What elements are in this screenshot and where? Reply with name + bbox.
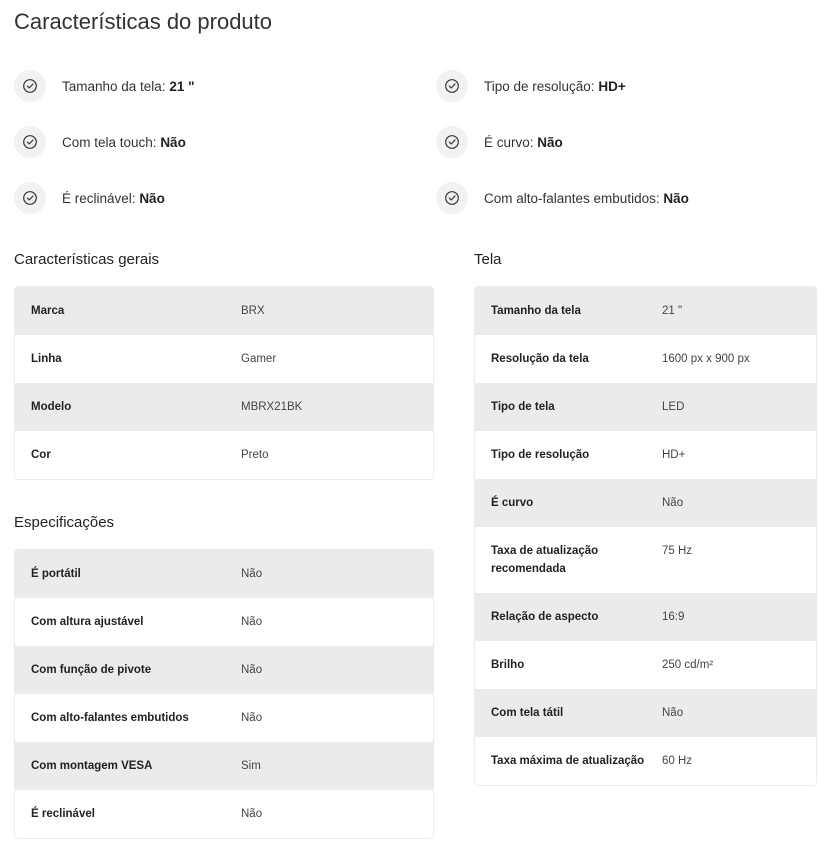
table-row [15, 646, 433, 694]
highlight-label: É reclinável: [62, 190, 136, 206]
spec-value: 16:9 [662, 611, 685, 623]
specs-table [14, 549, 434, 839]
spec-key: Com altura ajustável [31, 616, 144, 628]
spec-key: É reclinável [31, 808, 95, 820]
table-row [15, 335, 433, 383]
highlight-curved [436, 125, 563, 159]
table-row [475, 641, 816, 689]
spec-key: Linha [31, 353, 62, 365]
general-specs-table [14, 286, 434, 480]
page-title: Características do produto [14, 9, 273, 34]
spec-key: Tipo de tela [491, 401, 555, 413]
spec-key: Resolução da tela [491, 353, 589, 365]
spec-key: É portátil [31, 568, 81, 580]
highlight-label: Com tela touch: [62, 134, 157, 150]
spec-value: Não [241, 664, 263, 676]
check-circle-icon [436, 126, 468, 158]
table-row [475, 689, 816, 737]
spec-key: Taxa de atualização recomendada [491, 545, 599, 575]
spec-value: BRX [241, 305, 265, 317]
spec-value: Não [241, 808, 263, 820]
section-title-screen: Tela [474, 251, 502, 268]
highlight-value: Não [663, 190, 689, 206]
spec-key: Com função de pivote [31, 664, 152, 676]
highlight-label: Tamanho da tela: [62, 78, 166, 94]
spec-value: Preto [241, 449, 269, 461]
table-row [15, 550, 433, 598]
table-row [15, 694, 433, 742]
spec-value: Não [241, 568, 263, 580]
spec-key: Com tela tátil [491, 707, 564, 719]
spec-value: Não [662, 497, 684, 509]
highlight-value: Não [139, 190, 165, 206]
spec-key: É curvo [491, 497, 534, 509]
spec-value: 1600 px x 900 px [662, 353, 750, 365]
highlight-label: Com alto-falantes embutidos: [484, 190, 660, 206]
spec-key: Cor [31, 449, 51, 461]
highlight-reclinable [14, 181, 165, 215]
highlight-resolution-type [436, 69, 626, 103]
table-row [15, 287, 433, 335]
spec-key: Com montagem VESA [31, 760, 153, 772]
spec-key: Brilho [491, 659, 525, 671]
table-row [475, 737, 816, 785]
table-row [475, 431, 816, 479]
spec-key: Tamanho da tela [491, 305, 581, 317]
check-circle-icon [14, 126, 46, 158]
spec-value: 60 Hz [662, 755, 693, 767]
spec-value: Gamer [241, 353, 277, 365]
spec-value: Sim [241, 760, 261, 772]
highlight-value: Não [537, 134, 563, 150]
table-row [475, 335, 816, 383]
table-row [475, 527, 816, 593]
section-title-general: Características gerais [14, 251, 160, 268]
highlight-label: Tipo de resolução: [484, 78, 595, 94]
spec-key: Relação de aspecto [491, 611, 599, 623]
table-row [15, 742, 433, 790]
check-circle-icon [436, 182, 468, 214]
highlight-touch [14, 125, 186, 159]
check-circle-icon [14, 70, 46, 102]
section-title-specs: Especificações [14, 514, 115, 531]
spec-value: Não [662, 707, 684, 719]
check-circle-icon [436, 70, 468, 102]
table-row [475, 383, 816, 431]
spec-value: HD+ [662, 449, 686, 461]
spec-key: Taxa máxima de atualização [491, 755, 645, 767]
spec-value: LED [662, 401, 685, 413]
check-circle-icon [14, 182, 46, 214]
screen-specs-table [474, 286, 817, 786]
table-row [475, 593, 816, 641]
spec-value: 75 Hz [662, 545, 693, 557]
spec-value: Não [241, 712, 263, 724]
spec-key: Com alto-falantes embutidos [31, 712, 189, 724]
table-row [475, 287, 816, 335]
table-row [15, 383, 433, 431]
table-row [15, 431, 433, 479]
highlight-label: É curvo: [484, 134, 534, 150]
table-row [15, 790, 433, 838]
spec-value: 250 cd/m² [662, 659, 714, 671]
highlight-speakers [436, 181, 689, 215]
spec-value: Não [241, 616, 263, 628]
spec-key: Tipo de resolução [491, 449, 590, 461]
highlight-screen-size [14, 69, 195, 103]
table-row [15, 598, 433, 646]
highlight-value: 21 " [169, 78, 195, 94]
highlight-value: Não [160, 134, 186, 150]
spec-key: Marca [31, 305, 65, 317]
spec-key: Modelo [31, 401, 72, 413]
spec-value: 21 " [662, 305, 683, 317]
table-row [475, 479, 816, 527]
highlight-value: HD+ [598, 78, 626, 94]
spec-value: MBRX21BK [241, 401, 303, 413]
